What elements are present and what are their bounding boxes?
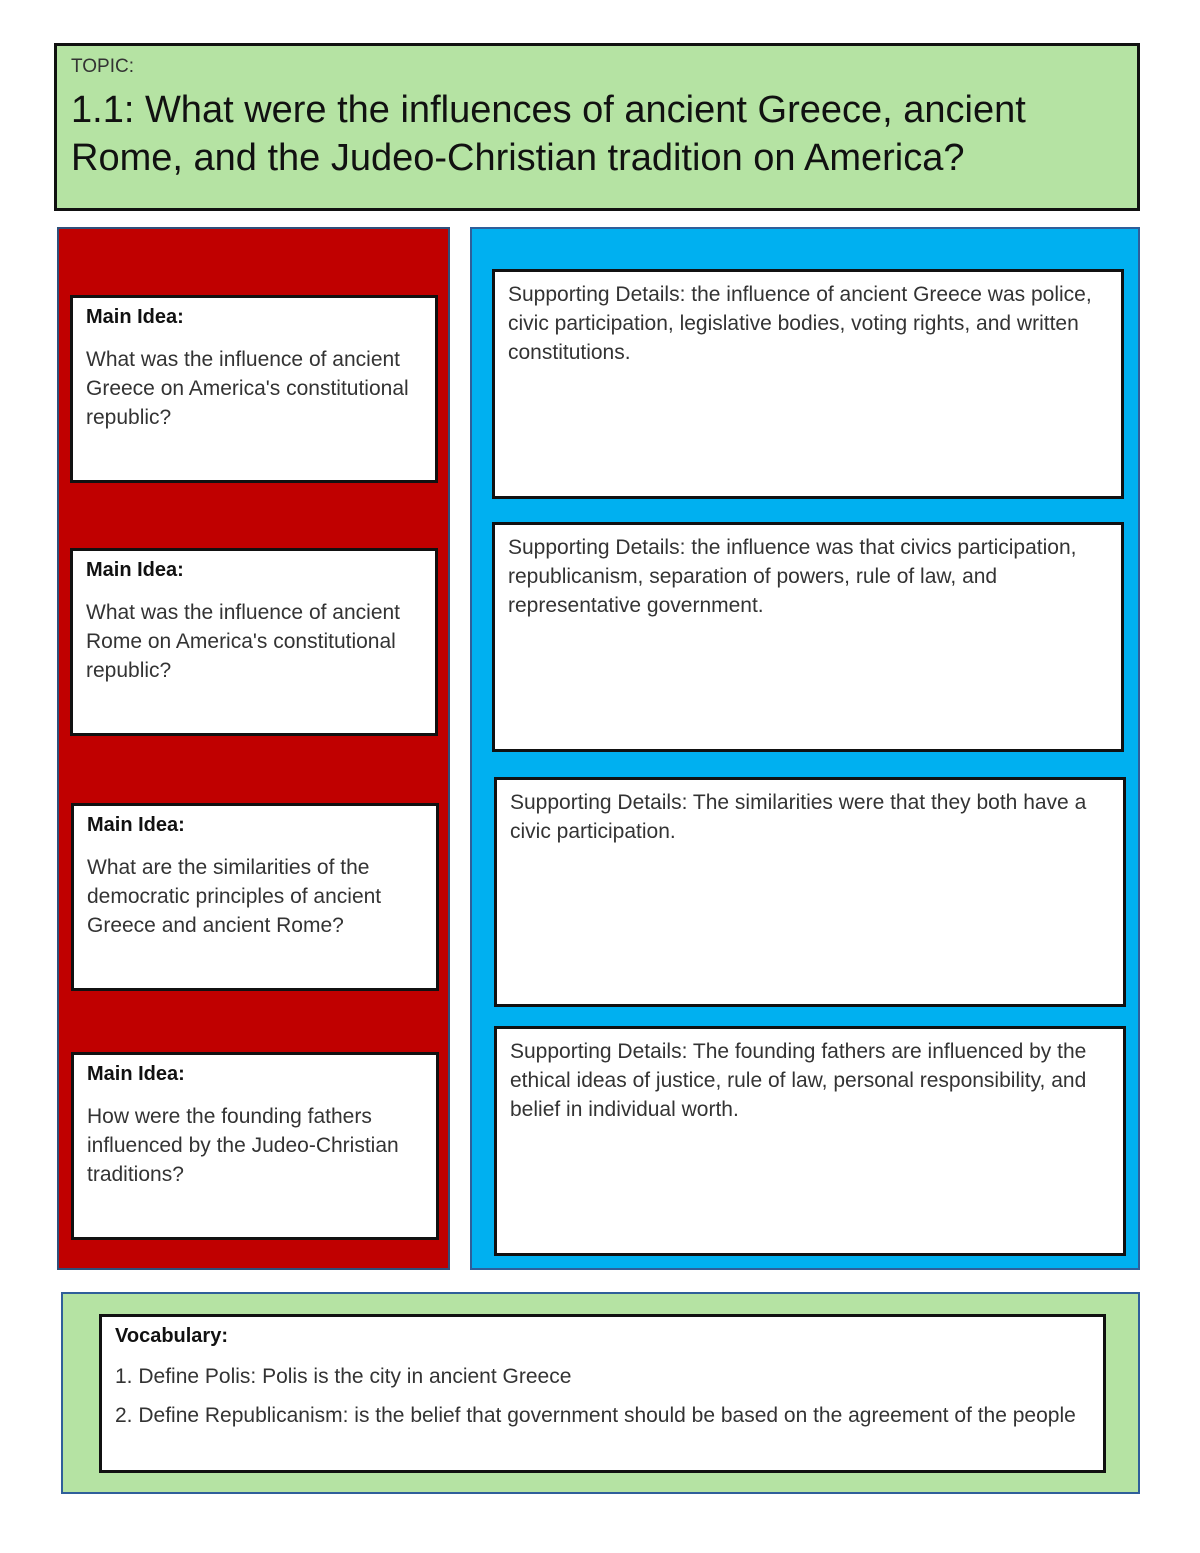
- vocabulary-panel: [61, 1292, 1140, 1494]
- main-idea-box-1: [70, 295, 438, 483]
- vocabulary-item: 1. Define Polis: Polis is the city in ancient Greece: [115, 1365, 572, 1388]
- supporting-details-box-4: [494, 1026, 1126, 1256]
- topic-title: 1.1: What were the influences of ancient Greece, ancient Rome, and the Judeo-Christian tradition on America?: [71, 89, 1026, 179]
- main-idea-box-3: [71, 803, 439, 991]
- topic-label: TOPIC:: [71, 56, 134, 77]
- supporting-details-box-1: [492, 269, 1124, 499]
- topic-header: [54, 43, 1140, 211]
- supporting-details-text: Supporting Details: the influence of ancient Greece was police, civic participation, legislative bodies, voting rights, and written constitutions.: [508, 283, 1092, 364]
- main-idea-question: What are the similarities of the democratic principles of ancient Greece and ancient Rome?: [87, 856, 382, 937]
- vocabulary-label: Vocabulary:: [115, 1325, 228, 1347]
- supporting-details-text: Supporting Details: The similarities were that they both have a civic participation.: [510, 791, 1087, 843]
- main-idea-box-4: [71, 1052, 439, 1240]
- main-ideas-panel: [57, 227, 450, 1270]
- supporting-details-text: Supporting Details: the influence was that civics participation, republicanism, separation of powers, rule of law, and representative government.: [508, 536, 1077, 617]
- vocabulary-box: [99, 1314, 1106, 1473]
- supporting-details-panel: [470, 227, 1140, 1270]
- main-idea-label: Main Idea:: [87, 814, 185, 836]
- main-idea-label: Main Idea:: [87, 1063, 185, 1085]
- main-idea-question: What was the influence of ancient Greece on America's constitutional republic?: [86, 348, 409, 429]
- supporting-details-box-3: [494, 777, 1126, 1007]
- main-idea-question: How were the founding fathers influenced by the Judeo-Christian traditions?: [87, 1105, 399, 1186]
- vocabulary-item: 2. Define Republicanism: is the belief that government should be based on the agreement of the people: [115, 1404, 1076, 1427]
- main-idea-label: Main Idea:: [86, 559, 184, 581]
- main-idea-label: Main Idea:: [86, 306, 184, 328]
- main-idea-question: What was the influence of ancient Rome on America's constitutional republic?: [86, 601, 401, 682]
- main-idea-box-2: [70, 548, 438, 736]
- supporting-details-text: Supporting Details: The founding fathers are influenced by the ethical ideas of justice, rule of law, personal responsibility, and belief in individual worth.: [510, 1040, 1087, 1121]
- supporting-details-box-2: [492, 522, 1124, 752]
